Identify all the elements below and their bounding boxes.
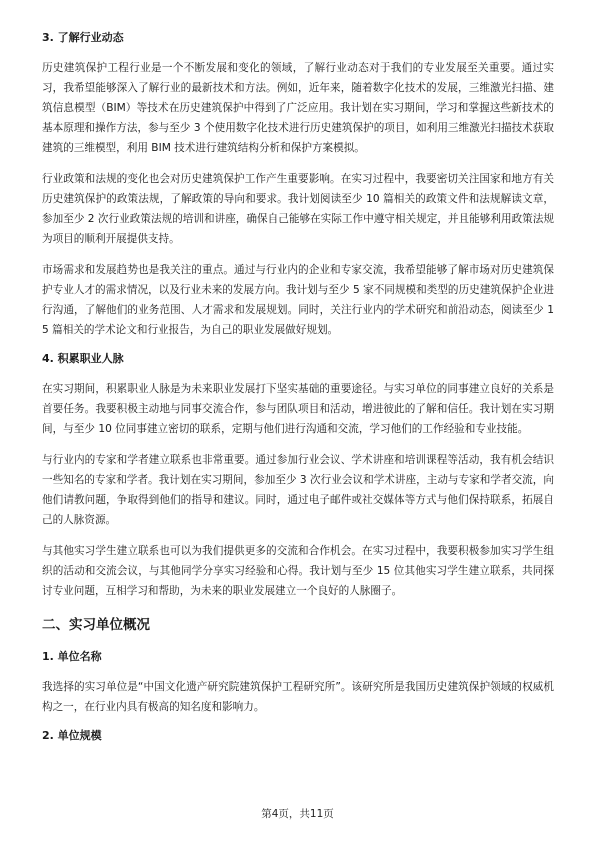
paragraph: 与行业内的专家和学者建立联系也非常重要。通过参加行业会议、学术讲座和培训课程等活动，我有机会结识一些知名的专家和学者。我计划在实习期间，参加至少 3 次行业会议和学术讲座，主动与专家和学者交流，向他们请教问题，争取得到他们的指导和建议。同时，通过电子邮件或社交媒体等方式与他们保持联系，拓展自己的人脉资源。 (42, 454, 554, 526)
part-heading-unit-overview: 二、实习单位概况 (42, 617, 150, 633)
page-number: 第4页，共11页 (261, 808, 334, 820)
paragraph: 历史建筑保护工程行业是一个不断发展和变化的领域，了解行业动态对于我们的专业发展至关重要。通过实习，我希望能够深入了解行业的最新技术和方法。例如，近年来，随着数字化技术的发展，三维激光扫描、建筑信息模型（BIM）等技术在历史建筑保护中得到了广泛应用。我计划在实习期间，学习和掌握这些新技术的基本原理和操作方法，参与至少 3 个使用数字化技术进行历史建筑保护的项目，如利用三维激光扫描技术获取建筑的三维模型，利用 BIM 技术进行建筑结构分析和保护方案模拟。 (42, 62, 554, 154)
paragraph: 市场需求和发展趋势也是我关注的重点。通过与行业内的企业和专家交流，我希望能够了解市场对历史建筑保护专业人才的需求情况，以及行业未来的发展方向。我计划与至少 5 家不同规模和类型的历史建筑保护企业进行沟通，了解他们的业务范围、人才需求和发展规划。同时，关注行业内的学术研究和前沿动态，阅读至少 15 篇相关的学术论文和行业报告，为自己的职业发展做好规划。 (42, 264, 554, 336)
section-heading-unit-scale: 2. 单位规模 (42, 729, 102, 742)
paragraph: 我选择的实习单位是“中国文化遗产研究院建筑保护工程研究所”。该研究所是我国历史建筑保护领域的权威机构之一，在行业内具有极高的知名度和影响力。 (42, 681, 554, 713)
section-heading-industry-trends: 3. 了解行业动态 (42, 31, 124, 44)
page-content (42, 30, 554, 756)
paragraph: 行业政策和法规的变化也会对历史建筑保护工作产生重要影响。在实习过程中，我要密切关注国家和地方有关历史建筑保护的政策法规，了解政策的导向和要求。我计划阅读至少 10 篇相关的政策文件和法规解读文章，参加至少 2 次行业政策法规的培训和讲座，确保自己能够在实际工作中遵守相关规定，并且能够利用政策法规为项目的顺利开展提供支持。 (42, 173, 554, 245)
section-heading-unit-name: 1. 单位名称 (42, 650, 102, 663)
paragraph: 在实习期间，积累职业人脉是为未来职业发展打下坚实基础的重要途径。与实习单位的同事建立良好的关系是首要任务。我要积极主动地与同事交流合作，参与团队项目和活动，增进彼此的了解和信任。我计划在实习期间，与至少 10 位同事建立密切的联系，定期与他们进行沟通和交流，学习他们的工作经验和专业技能。 (42, 383, 554, 435)
paragraph: 与其他实习学生建立联系也可以为我们提供更多的交流和合作机会。在实习过程中，我要积极参加实习学生组织的活动和交流会议，与其他同学分享实习经验和心得。我计划与至少 15 位其他实习学生建立联系，共同探讨专业问题，互相学习和帮助，为未来的职业发展建立一个良好的人脉圈子。 (42, 545, 554, 597)
section-heading-networking: 4. 积累职业人脉 (42, 352, 124, 365)
